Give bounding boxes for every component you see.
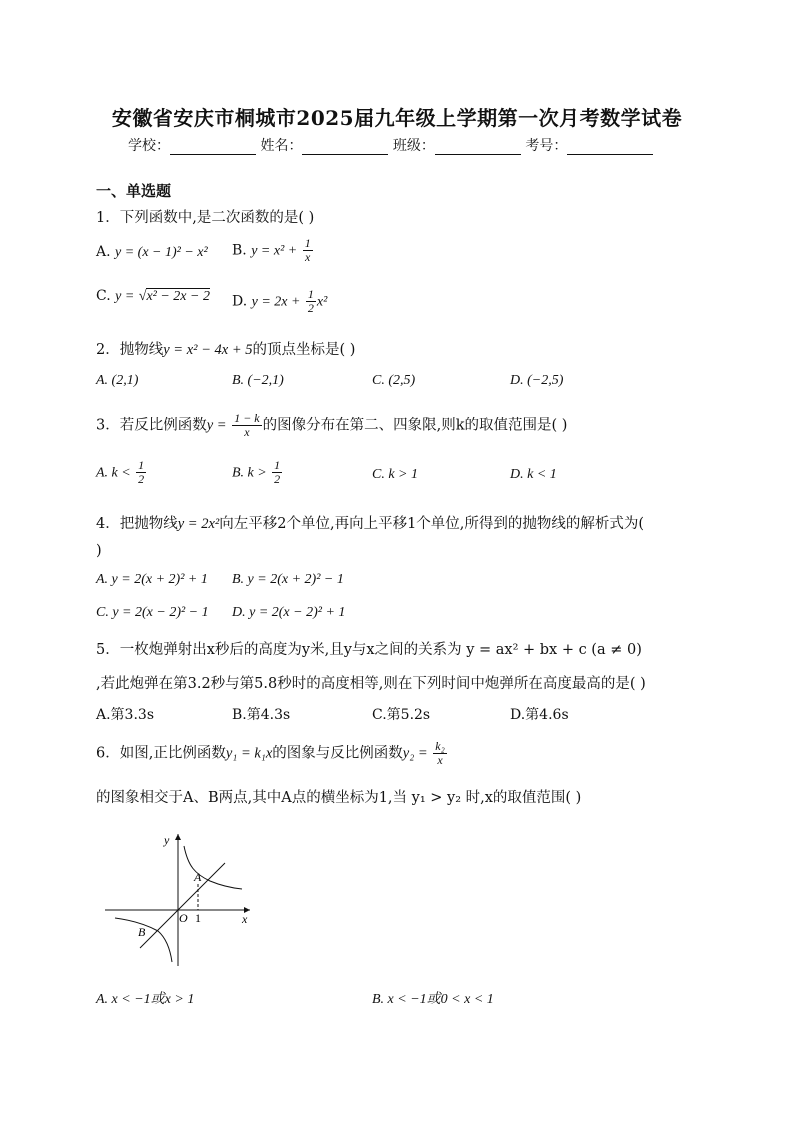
q1-option-b[interactable]: B. y = x² + $\frac{1}{x}$: [232, 236, 311, 264]
q5-option-a[interactable]: A.第3.3s: [96, 707, 155, 723]
question-6-line1: 6．如图,正比例函数y₁ = k₁x的图象与反比例函数y₂ = $\frac{\text{k₂}}{x}$: [96, 739, 445, 767]
q5-option-b[interactable]: B.第4.3s: [232, 707, 291, 723]
school-label: 学校：: [128, 138, 170, 154]
question-4-stem: 4．把抛物线y = 2x²向左平移2个单位,再向上平移1个单位,所得到的抛物线的解析式为(: [96, 516, 645, 532]
student-info: [128, 135, 653, 155]
name-blank[interactable]: [302, 140, 388, 155]
y-axis-label: y: [164, 833, 170, 847]
question-1-stem: 1．下列函数中,是二次函数的是( ): [96, 210, 315, 226]
section-heading: 一、单选题: [96, 182, 172, 200]
q3-option-d[interactable]: D. k < 1: [510, 467, 557, 482]
q2-option-c[interactable]: C. (2,5): [372, 373, 416, 388]
q3-option-c[interactable]: C. k > 1: [372, 467, 418, 482]
question-3-stem: 3．若反比例函数y = $\frac{1 - k}{x}$ 的图像分布在第二、四象限,则k的取值范围是( ): [96, 411, 568, 439]
q4-option-d[interactable]: D. y = 2(x − 2)² + 1: [232, 605, 346, 620]
q2-option-a[interactable]: A. (2,1): [96, 373, 139, 388]
question-6-line2: 的图象相交于A、B两点,其中A点的横坐标为1,当 y₁ > y₂ 时,x的取值范围( ): [96, 790, 582, 806]
question-4-close: ): [96, 543, 102, 559]
proportional-line: [140, 863, 225, 948]
sqrt-radicand: x² − 2x − 2: [146, 289, 210, 304]
point-a-label: A: [194, 870, 202, 884]
q3-option-b[interactable]: B. k > $\frac{1}{2}$: [232, 458, 281, 486]
q6-option-b[interactable]: B. x < −1或0 < x < 1: [372, 992, 494, 1007]
question-5-line1: 5．一枚炮弹射出x秒后的高度为y米,且y与x之间的关系为 y = ax² + bx + c (a ≠ 0): [96, 642, 642, 658]
question-2-stem: 2．抛物线y = x² − 4x + 5的顶点坐标是( ): [96, 342, 356, 358]
q4-option-b[interactable]: B. y = 2(x + 2)² − 1: [232, 572, 344, 587]
class-blank[interactable]: [435, 140, 521, 155]
function-graph-figure: [100, 826, 260, 972]
origin-label: O: [179, 911, 188, 925]
q6-option-a[interactable]: A. x < −1或x > 1: [96, 992, 195, 1007]
q2-option-d[interactable]: D. (−2,5): [510, 373, 564, 388]
question-5-line2: ,若此炮弹在第3.2秒与第5.8秒时的高度相等,则在下列时间中炮弹所在高度最高的是( ): [96, 676, 646, 692]
school-blank[interactable]: [170, 140, 256, 155]
q3-option-a[interactable]: A. k < $\frac{1}{2}$: [96, 458, 145, 486]
hyperbola-branch-1: [184, 846, 242, 889]
q4-option-c[interactable]: C. y = 2(x − 2)² − 1: [96, 605, 209, 620]
point-b-label: B: [138, 925, 146, 939]
q4-option-a[interactable]: A. y = 2(x + 2)² + 1: [96, 572, 208, 587]
q5-option-c[interactable]: C.第5.2s: [372, 707, 431, 723]
q1-option-a[interactable]: A. y = (x − 1)² − x²: [96, 244, 208, 260]
page-title: 安徽省安庆市桐城市2025届九年级上学期第一次月考数学试卷: [111, 106, 683, 130]
x-axis-label: x: [242, 912, 248, 926]
q1-option-d[interactable]: D. y = 2x + $\frac{1}{2}$ x²: [232, 287, 328, 315]
number-blank[interactable]: [567, 140, 653, 155]
name-label: 姓名：: [260, 138, 303, 154]
number-label: 考号：: [525, 138, 568, 154]
q5-option-d[interactable]: D.第4.6s: [510, 707, 569, 723]
class-label: 班级：: [392, 138, 435, 154]
tick-one-label: 1: [195, 911, 201, 925]
q1-option-c[interactable]: C. y = √x² − 2x − 2: [96, 288, 210, 304]
q2-option-b[interactable]: B. (−2,1): [232, 373, 284, 388]
